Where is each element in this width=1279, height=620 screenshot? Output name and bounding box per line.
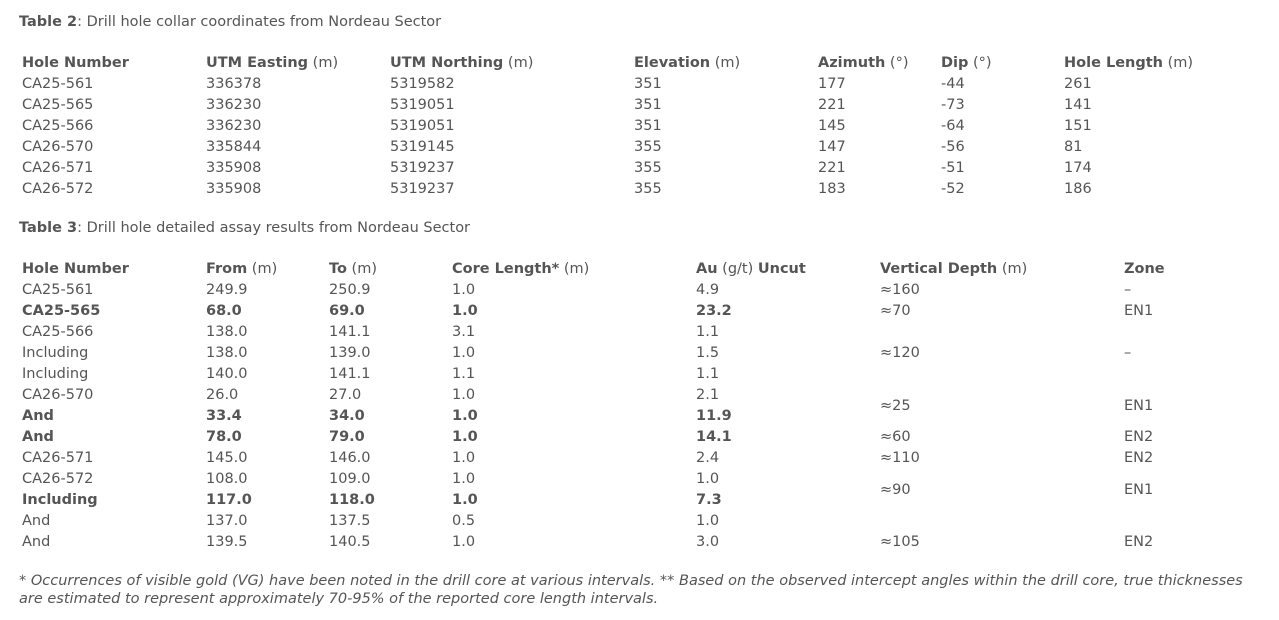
table-cell: 355 xyxy=(634,160,662,176)
table-cell: 7.3 xyxy=(696,492,722,508)
table-cell: 139.0 xyxy=(329,345,371,361)
table-cell: 1.0 xyxy=(452,429,478,445)
column-header-name: Azimuth xyxy=(818,55,886,71)
table-row xyxy=(19,427,1259,448)
table-cell: CA26-570 xyxy=(22,387,94,403)
table-cell: 1.5 xyxy=(696,345,720,361)
column-header xyxy=(203,259,326,280)
column-header-unit: (m) xyxy=(247,261,278,277)
vertical-depth-cell: ≈120 xyxy=(880,345,920,361)
table-cell: -52 xyxy=(941,181,965,197)
table-cell: 1.1 xyxy=(696,366,720,382)
table-cell: 4.9 xyxy=(696,282,720,298)
table-cell: 81 xyxy=(1064,139,1083,155)
table-row xyxy=(19,116,1221,137)
table-cell: CA25-565 xyxy=(22,97,94,113)
column-header xyxy=(387,53,631,74)
table-cell: 1.0 xyxy=(452,282,476,298)
vertical-depth-cell xyxy=(877,322,1121,343)
zone-cell: EN2 xyxy=(1124,450,1154,466)
table-cell: 14.1 xyxy=(696,429,732,445)
table-cell: CA26-572 xyxy=(22,181,94,197)
zone-cell xyxy=(1121,364,1259,385)
table-cell: CA25-561 xyxy=(22,282,94,298)
table-cell: -56 xyxy=(941,139,965,155)
table-cell: -44 xyxy=(941,76,965,92)
column-header xyxy=(693,259,877,280)
table-cell: 1.0 xyxy=(452,408,478,424)
vertical-depth-cell: ≈60 xyxy=(880,429,911,445)
table-cell: 68.0 xyxy=(206,303,242,319)
table-cell: Including xyxy=(22,492,98,508)
table-cell: 335844 xyxy=(206,139,262,155)
column-header xyxy=(938,53,1061,74)
table-cell: 1.1 xyxy=(452,366,476,382)
table-cell: 335908 xyxy=(206,160,262,176)
table-cell: 1.0 xyxy=(696,513,720,529)
table-row xyxy=(19,74,1221,95)
table-cell: CA26-570 xyxy=(22,139,94,155)
table-row xyxy=(19,469,1259,490)
table-cell: 5319237 xyxy=(390,160,455,176)
table-cell: 5319051 xyxy=(390,118,455,134)
table-cell: 250.9 xyxy=(329,282,371,298)
column-header xyxy=(19,53,203,74)
column-header-unit: (°) xyxy=(885,55,909,71)
column-header xyxy=(326,259,449,280)
table-cell: 1.0 xyxy=(452,387,476,403)
table-2-title: : Drill hole collar coordinates from Nordeau Sector xyxy=(77,14,442,30)
column-header-name: Core Length* xyxy=(452,261,560,277)
column-header-name: Hole Number xyxy=(22,55,129,71)
column-header-name: To xyxy=(329,261,347,277)
table-cell: 27.0 xyxy=(329,387,362,403)
column-header xyxy=(19,259,203,280)
table-cell: 1.0 xyxy=(452,303,478,319)
table-2-caption xyxy=(19,14,441,30)
table-cell: And xyxy=(22,429,54,445)
column-header-unit: (m) xyxy=(710,55,741,71)
table-row xyxy=(19,95,1221,116)
column-header xyxy=(877,259,1121,280)
table-row xyxy=(19,532,1259,553)
table-cell: 3.1 xyxy=(452,324,476,340)
column-header xyxy=(203,53,387,74)
table-cell: 139.5 xyxy=(206,534,248,550)
table-cell: 1.0 xyxy=(452,492,478,508)
zone-cell: – xyxy=(1124,345,1132,361)
column-header-name: From xyxy=(206,261,248,277)
table-cell: 34.0 xyxy=(329,408,365,424)
table-cell: 177 xyxy=(818,76,846,92)
column-header-unit: (°) xyxy=(968,55,992,71)
vertical-depth-cell: ≈105 xyxy=(880,534,920,550)
table-cell: 145 xyxy=(818,118,846,134)
column-header-unit: (m) xyxy=(503,55,534,71)
column-header-name: Dip xyxy=(941,55,969,71)
table-cell: 109.0 xyxy=(329,471,371,487)
table-cell: 117.0 xyxy=(206,492,252,508)
table-cell: And xyxy=(22,513,51,529)
table-cell: And xyxy=(22,408,54,424)
table-cell: 336378 xyxy=(206,76,262,92)
vertical-depth-cell: ≈160 xyxy=(880,282,920,298)
table-cell: 351 xyxy=(634,97,662,113)
zone-cell: – xyxy=(1124,282,1132,298)
column-header xyxy=(1121,259,1259,280)
table-row xyxy=(19,385,1259,406)
table-cell: CA25-561 xyxy=(22,76,94,92)
table-cell: 335908 xyxy=(206,181,262,197)
column-header-name: Au xyxy=(696,261,718,277)
table-row xyxy=(19,343,1259,364)
table-2-body xyxy=(19,74,1221,200)
collar-coordinates-table xyxy=(19,53,1221,200)
column-header-name: UTM Easting xyxy=(206,55,309,71)
table-cell: 221 xyxy=(818,97,846,113)
table-cell: 140.0 xyxy=(206,366,248,382)
table-cell: 137.5 xyxy=(329,513,371,529)
zone-cell xyxy=(1121,511,1259,532)
column-header-name: UTM Northing xyxy=(390,55,504,71)
vertical-depth-cell: ≈90 xyxy=(880,481,911,498)
table-cell: 183 xyxy=(818,181,846,197)
table-cell: 2.1 xyxy=(696,387,720,403)
column-header-name: Vertical Depth xyxy=(880,261,998,277)
table-cell: 5319237 xyxy=(390,181,455,197)
table-cell: 351 xyxy=(634,76,662,92)
table-cell: 1.1 xyxy=(696,324,720,340)
zone-cell: EN2 xyxy=(1124,534,1154,550)
column-header-unit: (m) xyxy=(346,261,377,277)
table-cell: 336230 xyxy=(206,118,262,134)
vertical-depth-cell: ≈25 xyxy=(880,397,911,414)
table-cell: CA25-566 xyxy=(22,324,94,340)
table-cell: 69.0 xyxy=(329,303,365,319)
column-header-unit: (g/t) xyxy=(717,261,758,277)
table-cell: 2.4 xyxy=(696,450,720,466)
table-3-caption xyxy=(19,220,470,236)
vertical-depth-cell: ≈110 xyxy=(880,450,920,466)
table-cell: 5319145 xyxy=(390,139,455,155)
table-cell: 5319582 xyxy=(390,76,455,92)
table-cell: 0.5 xyxy=(452,513,476,529)
zone-cell: EN1 xyxy=(1124,397,1154,414)
table-cell: 146.0 xyxy=(329,450,371,466)
table-cell: And xyxy=(22,534,51,550)
table-row xyxy=(19,301,1259,322)
table-cell: 355 xyxy=(634,181,662,197)
table-cell: 78.0 xyxy=(206,429,242,445)
table-cell: 145.0 xyxy=(206,450,248,466)
table-2-label: Table 2 xyxy=(19,14,78,30)
table-cell: CA26-571 xyxy=(22,450,94,466)
zone-cell: EN1 xyxy=(1124,303,1154,319)
table-cell: 138.0 xyxy=(206,345,248,361)
table-cell: 3.0 xyxy=(696,534,720,550)
table-row xyxy=(19,137,1221,158)
column-header-name: Elevation xyxy=(634,55,711,71)
table-row xyxy=(19,280,1259,301)
table-cell: 261 xyxy=(1064,76,1092,92)
table-cell: 351 xyxy=(634,118,662,134)
column-header-qualifier: Uncut xyxy=(757,261,806,277)
column-header xyxy=(449,259,693,280)
table-cell: 1.0 xyxy=(452,471,476,487)
table-row xyxy=(19,511,1259,532)
table-cell: 138.0 xyxy=(206,324,248,340)
zone-cell: EN1 xyxy=(1124,481,1154,498)
table-cell: CA25-566 xyxy=(22,118,94,134)
table-cell: -64 xyxy=(941,118,965,134)
table-cell: 186 xyxy=(1064,181,1092,197)
table-3-header-row xyxy=(19,259,1259,280)
zone-cell xyxy=(1121,322,1259,343)
table-cell: 221 xyxy=(818,160,846,176)
vertical-depth-cell xyxy=(877,364,1121,385)
table-cell: Including xyxy=(22,366,89,382)
column-header xyxy=(1061,53,1221,74)
table-cell: 11.9 xyxy=(696,408,732,424)
column-header-name: Hole Number xyxy=(22,261,129,277)
table-cell: 147 xyxy=(818,139,846,155)
column-header-name: Zone xyxy=(1124,261,1165,277)
table-3-label: Table 3 xyxy=(19,220,78,236)
table-cell: Including xyxy=(22,345,89,361)
table-cell: 137.0 xyxy=(206,513,248,529)
column-header xyxy=(631,53,815,74)
table-cell: 141.1 xyxy=(329,366,371,382)
table-cell: CA26-572 xyxy=(22,471,94,487)
column-header-name: Hole Length xyxy=(1064,55,1163,71)
table-cell: 108.0 xyxy=(206,471,248,487)
table-cell: 26.0 xyxy=(206,387,239,403)
table-cell: 1.0 xyxy=(452,450,476,466)
table-row xyxy=(19,158,1221,179)
table-cell: CA26-571 xyxy=(22,160,94,176)
table-cell: -51 xyxy=(941,160,965,176)
table-cell: -73 xyxy=(941,97,965,113)
table-cell: 355 xyxy=(634,139,662,155)
table-cell: 5319051 xyxy=(390,97,455,113)
zone-cell: EN2 xyxy=(1124,429,1154,445)
table-cell: 174 xyxy=(1064,160,1092,176)
table-cell: 118.0 xyxy=(329,492,375,508)
assay-results-table xyxy=(19,259,1259,553)
table-cell: 79.0 xyxy=(329,429,365,445)
table-cell: 141 xyxy=(1064,97,1092,113)
table-row xyxy=(19,448,1259,469)
vertical-depth-cell xyxy=(877,511,1121,532)
table-cell: 33.4 xyxy=(206,408,242,424)
table-cell: 1.0 xyxy=(452,345,476,361)
table-row xyxy=(19,364,1259,385)
table-cell: 249.9 xyxy=(206,282,248,298)
table-cell: 23.2 xyxy=(696,303,732,319)
column-header-unit: (m) xyxy=(997,261,1028,277)
column-header-unit: (m) xyxy=(1162,55,1194,71)
table-cell: 1.0 xyxy=(696,471,720,487)
table-cell: 151 xyxy=(1064,118,1092,134)
table-cell: 336230 xyxy=(206,97,262,113)
column-header-unit: (m) xyxy=(308,55,339,71)
column-header xyxy=(815,53,938,74)
table-row xyxy=(19,322,1259,343)
table-cell: 141.1 xyxy=(329,324,371,340)
table-cell: CA25-565 xyxy=(22,303,101,319)
table-2-header-row xyxy=(19,53,1221,74)
table-3-body xyxy=(19,280,1259,553)
table-cell: 1.0 xyxy=(452,534,476,550)
vertical-depth-cell: ≈70 xyxy=(880,303,911,319)
column-header-unit: (m) xyxy=(559,261,590,277)
table-3-title: : Drill hole detailed assay results from Nordeau Sector xyxy=(77,220,471,236)
table-cell: 140.5 xyxy=(329,534,371,550)
table-row xyxy=(19,179,1221,200)
footnote: * Occurrences of visible gold (VG) have been noted in the drill core at various intervals. ** Based on the observed intercept angles within the drill core, true thicknesses are estimated to represent approximately 70-95% of the reported core length intervals. xyxy=(19,573,1243,607)
